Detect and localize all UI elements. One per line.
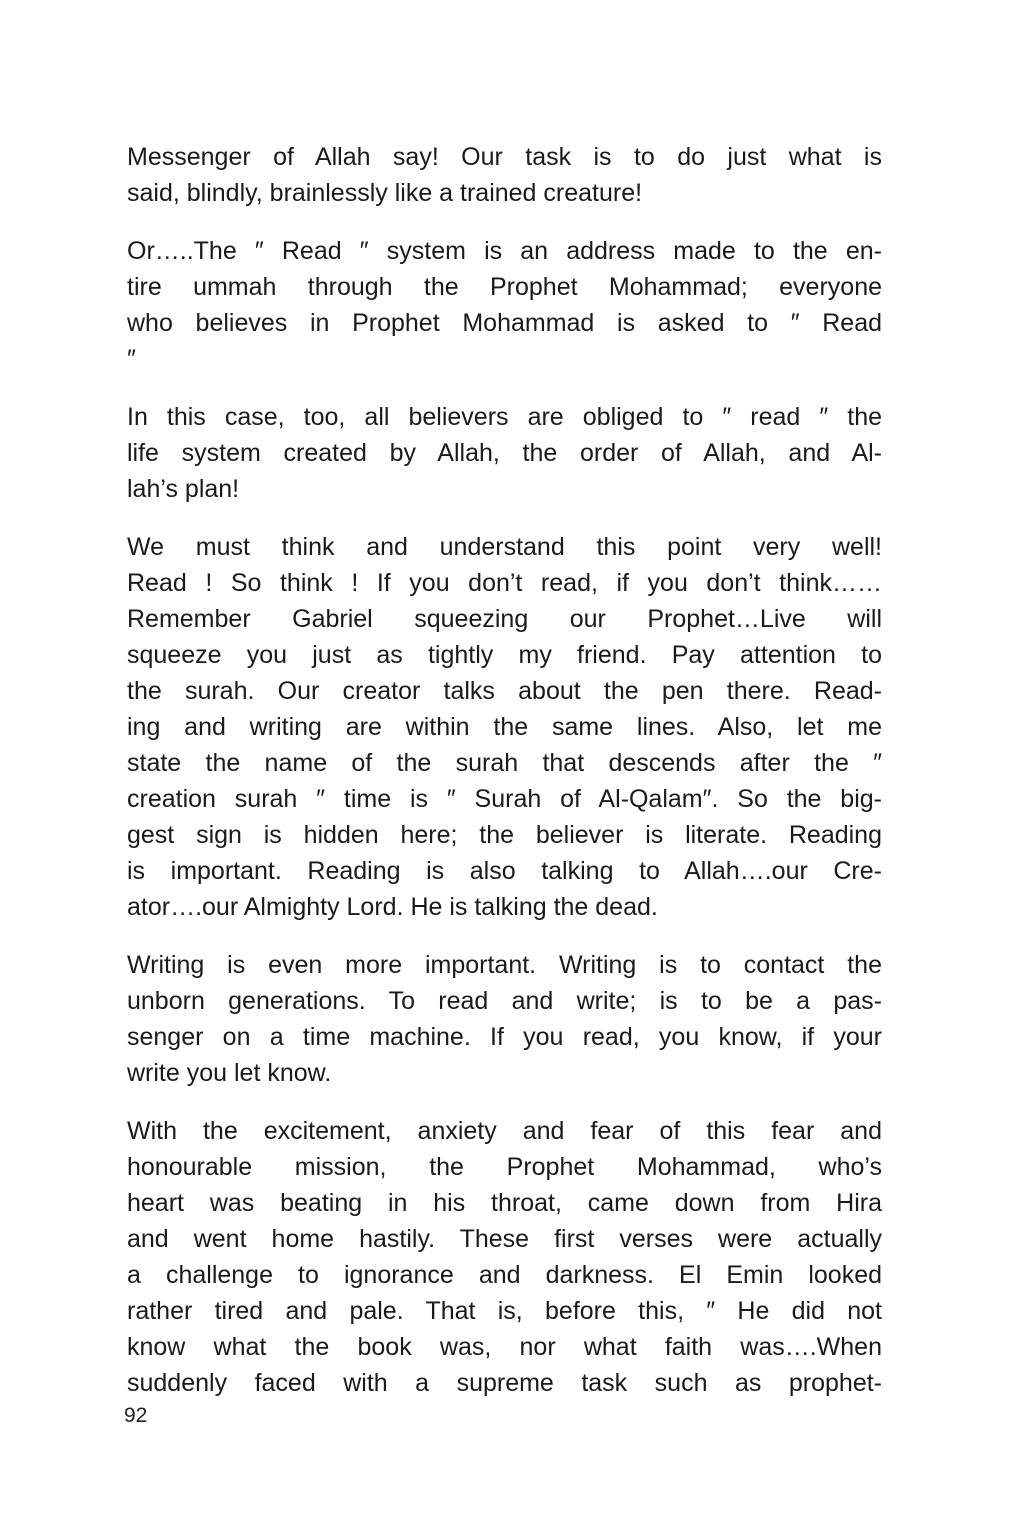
text-line: We must think and understand this point very well! — [127, 533, 882, 561]
text-line: gest sign is hidden here; the believer is literate. Reading — [127, 821, 882, 849]
paragraph — [127, 139, 882, 211]
text-line: With the excitement, anxiety and fear of this fear and — [127, 1117, 882, 1145]
text-line: rather tired and pale. That is, before this, ″ He did not — [127, 1297, 882, 1325]
text-line: who believes in Prophet Mohammad is asked to ″ Read — [127, 309, 882, 337]
text-line: the surah. Our creator talks about the pen there. Read- — [127, 677, 882, 705]
paragraph — [127, 947, 882, 1091]
text-line: tire ummah through the Prophet Mohammad; everyone — [127, 273, 882, 301]
text-line: and went home hastily. These first verses were actually — [127, 1225, 882, 1253]
text-line: unborn generations. To read and write; is to be a pas- — [127, 987, 882, 1015]
text-line: Remember Gabriel squeezing our Prophet…Live will — [127, 605, 882, 633]
text-line: ator….our Almighty Lord. He is talking the dead. — [127, 893, 658, 921]
text-line: heart was beating in his throat, came down from Hira — [127, 1189, 882, 1217]
text-line: Writing is even more important. Writing is to contact the — [127, 951, 882, 979]
text-line: suddenly faced with a supreme task such as prophet- — [127, 1369, 882, 1397]
text-line: said, blindly, brainlessly like a trained creature! — [127, 179, 643, 207]
text-line: a challenge to ignorance and darkness. El Emin looked — [127, 1261, 882, 1289]
text-line: Read ! So think ! If you don’t read, if you don’t think…… — [127, 569, 882, 597]
text-line: state the name of the surah that descends after the ″ — [127, 749, 882, 777]
page-number: 92 — [124, 1404, 148, 1427]
text-line: ing and writing are within the same lines. Also, let me — [127, 713, 882, 741]
text-line: senger on a time machine. If you read, you know, if your — [127, 1023, 882, 1051]
text-line: Messenger of Allah say! Our task is to do just what is — [127, 143, 882, 171]
paragraph — [127, 233, 882, 377]
text-line: know what the book was, nor what faith was….When — [127, 1333, 882, 1361]
text-line: honourable mission, the Prophet Mohammad, who’s — [127, 1153, 882, 1181]
text-line: squeeze you just as tightly my friend. Pay attention to — [127, 641, 882, 669]
text-line: life system created by Allah, the order of Allah, and Al- — [127, 439, 882, 467]
text-line: ″ — [127, 345, 136, 373]
body-text — [127, 139, 882, 1423]
text-line: In this case, too, all believers are obliged to ″ read ″ the — [127, 403, 882, 431]
text-line: Or…..The ″ Read ″ system is an address made to the en- — [127, 237, 882, 265]
text-line: creation surah ″ time is ″ Surah of Al-Qalam″. So the big- — [127, 785, 882, 813]
paragraph — [127, 1113, 882, 1401]
paragraph — [127, 399, 882, 507]
text-line: write you let know. — [127, 1059, 332, 1087]
paragraph — [127, 529, 882, 925]
text-line: is important. Reading is also talking to Allah….our Cre- — [127, 857, 882, 885]
text-line: lah’s plan! — [127, 475, 240, 503]
